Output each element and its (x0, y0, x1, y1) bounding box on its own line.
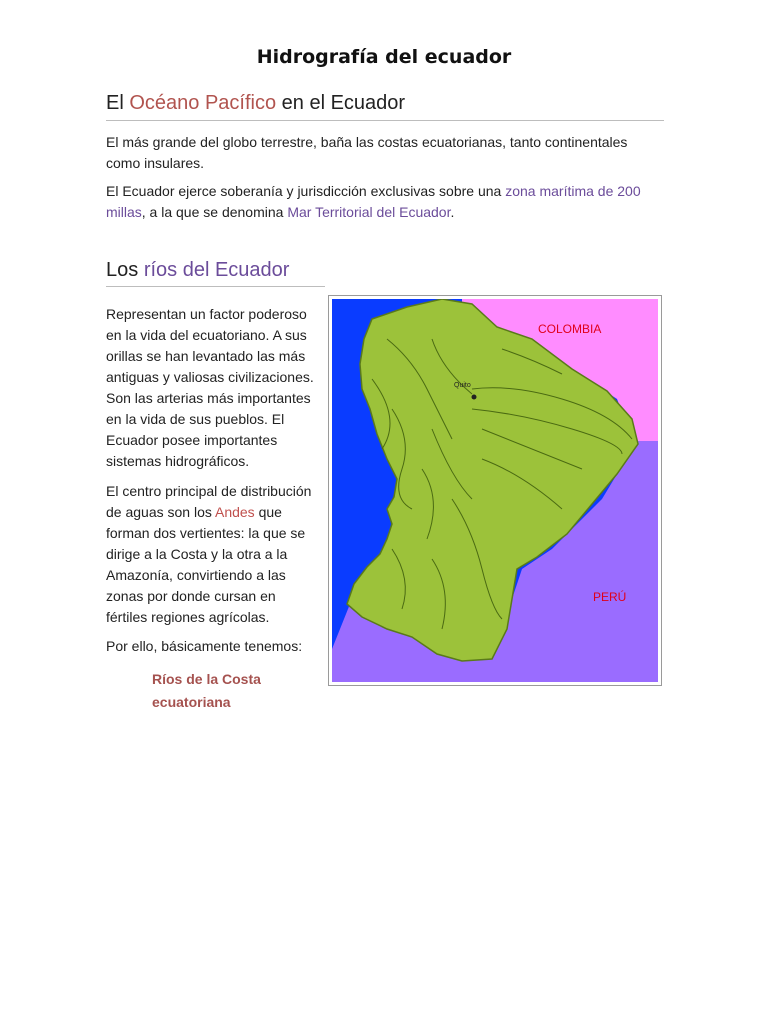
map-image (332, 299, 658, 682)
section-heading-rivers (106, 259, 289, 282)
colombia-label: COLOMBIA (538, 322, 602, 336)
p2-text-after: . (450, 204, 455, 220)
p2-text-middle: , a la que se denomina (141, 204, 288, 220)
heading-prefix: El (106, 92, 130, 114)
peru-label: PERÚ (593, 590, 627, 604)
pacific-paragraph-1: El más grande del globo terrestre, baña las costas ecuatorianas, tanto continentales como insulares. (106, 134, 628, 171)
quito-label: Quito (454, 382, 471, 389)
mar-territorial-link[interactable]: Mar Territorial del Ecuador (287, 204, 451, 220)
pacific-paragraph-2 (106, 181, 646, 223)
page-title: Hidrografía del ecuador (256, 46, 512, 68)
quito-marker (472, 395, 477, 400)
section-heading-pacific (106, 92, 405, 115)
rivers-paragraph-3: Por ello, básicamente tenemos: (106, 638, 303, 654)
rios-costa-subheading: Ríos de la Costa ecuatoriana (152, 671, 261, 710)
p2-text-before: El Ecuador ejerce soberanía y jurisdicción exclusivas sobre una (106, 183, 506, 199)
andes-link[interactable]: Andes (214, 504, 255, 520)
section-divider (106, 120, 664, 121)
heading-prefix: Los (106, 259, 144, 281)
zona-maritima-link[interactable]: zona marítima de 200 millas (106, 183, 641, 220)
p2-text-after: que forman dos vertientes: la que se dirige a la Costa y la otra a la Amazonía, convirtiendo a las zonas por donde cursan en fértiles regiones agrícolas. (106, 504, 306, 625)
ecuador-river-map (328, 295, 662, 686)
rivers-paragraph-2 (106, 481, 318, 628)
section-divider (106, 286, 325, 287)
rivers-paragraph-1: Representan un factor poderoso en la vida del ecuatoriano. A sus orillas se han levantado las más antiguas y valiosas civilizaciones. Son las arterias más importantes en la vida de sus pueblos. El Ecuador posee importantes sistemas hidrográficos. (106, 306, 314, 469)
oceano-pacifico-link[interactable]: Océano Pacífico (129, 92, 277, 114)
p2-text-before: El centro principal de distribución de aguas son los (106, 483, 312, 520)
rios-del-ecuador-link[interactable]: ríos del Ecuador (143, 259, 290, 281)
heading-suffix: en el Ecuador (276, 92, 406, 114)
